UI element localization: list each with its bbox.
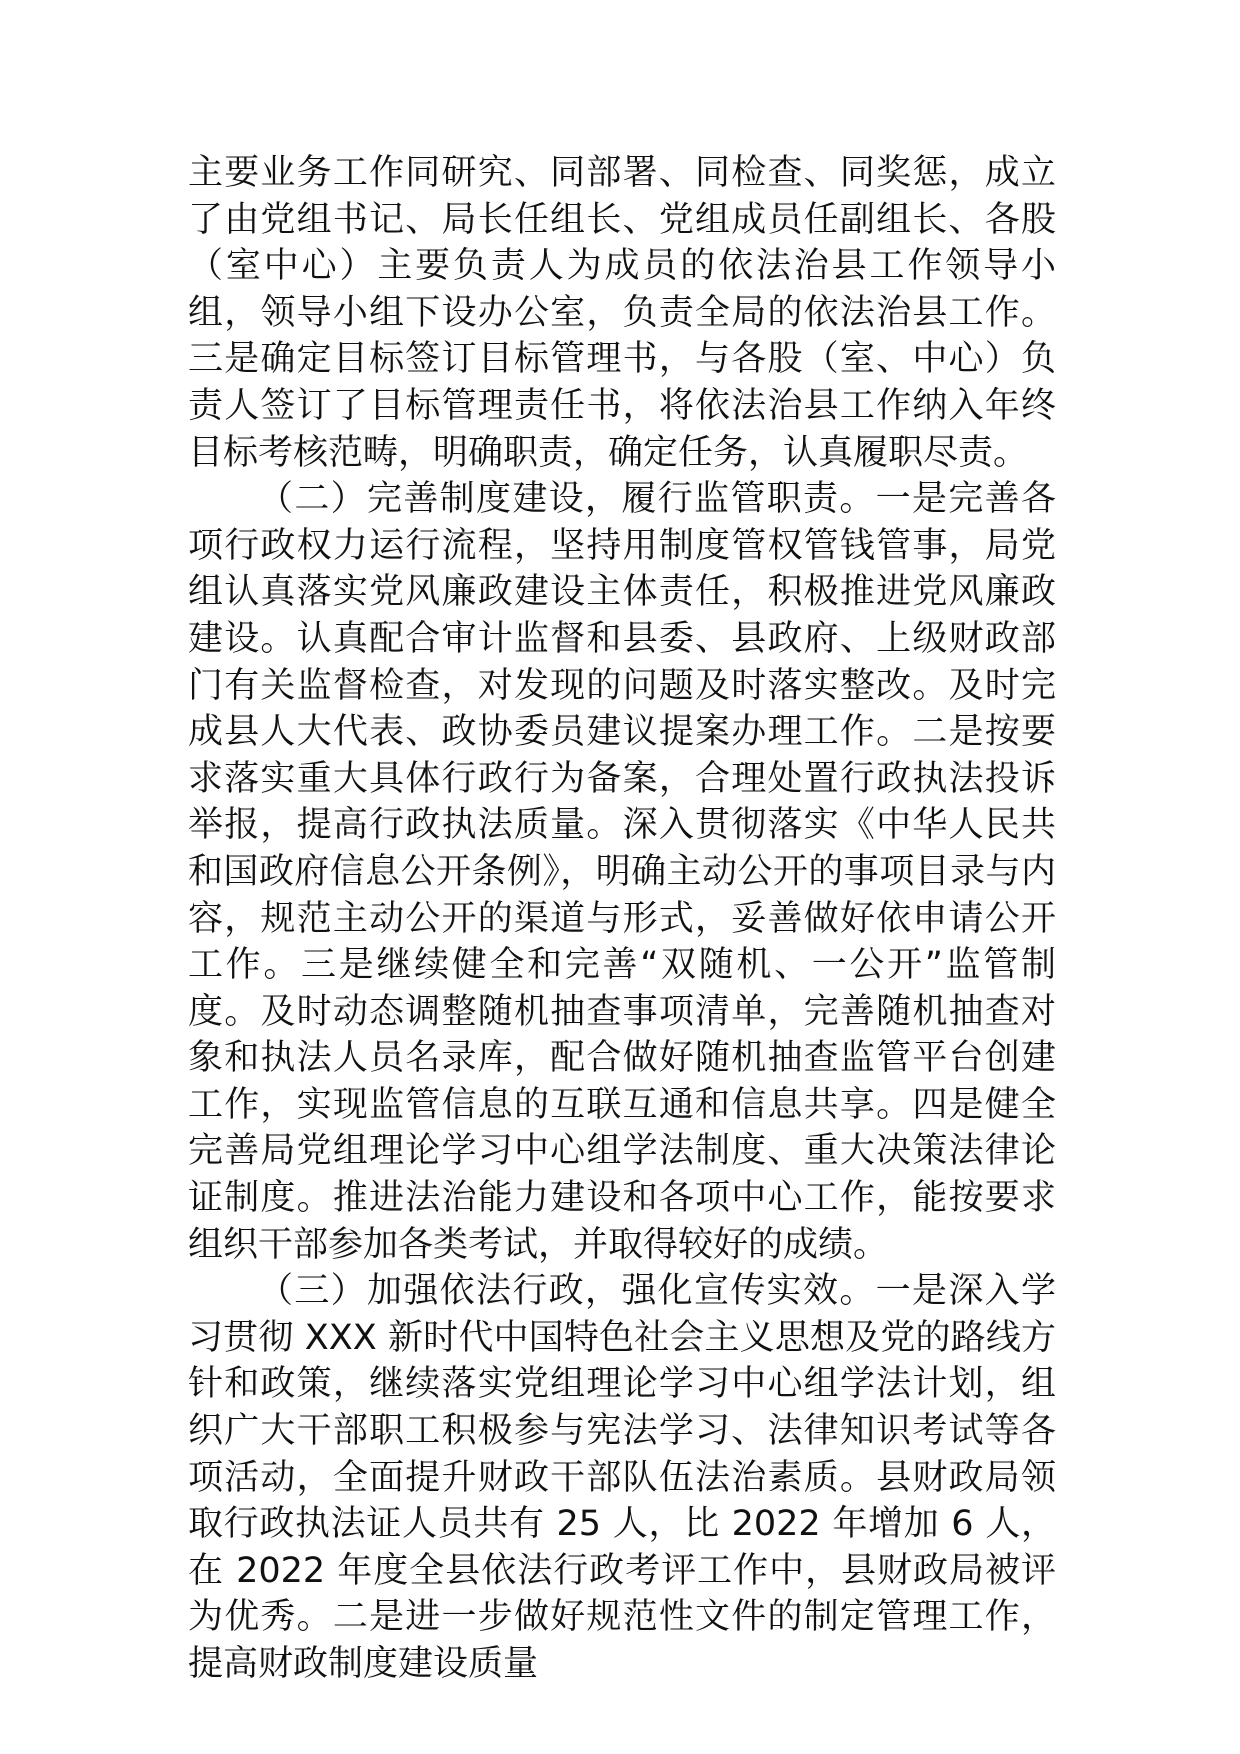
document-body (188, 150, 1056, 1688)
paragraph-law-administration: （三）加强依法行政，强化宣传实效。一是深入学习贯彻 XXX 新时代中国特色社会主义思想及党的路线方针和政策，继续落实党组理论学习中心组学法计划，组织广大干部职工积极参与宪法学习、法律知识考试等各项活动，全面提升财政干部队伍法治素质。县财政局领取行政执法证人员共有 25 人，比 2022 年增加 6 人，在 2022 年度全县依法行政考评工作中，县财政局被评为优秀。二是进一步做好规范性文件的制定管理工作，提高财政制度建设质量 (188, 1271, 1056, 1684)
paragraph-system-building: （二）完善制度建设，履行监管职责。一是完善各项行政权力运行流程，坚持用制度管权管钱管事，局党组认真落实党风廉政建设主体责任，积极推进党风廉政建设。认真配合审计监督和县委、县政府、上级财政部门有关监督检查，对发现的问题及时落实整改。及时完成县人大代表、政协委员建议提案办理工作。二是按要求落实重大具体行政行为备案，合理处置行政执法投诉举报，提高行政执法质量。深入贯彻落实《中华人民共和国政府信息公开条例》，明确主动公开的事项目录与内容，规范主动公开的渠道与形式，妥善做好依申请公开工作。三是继续健全和完善“双随机、一公开”监管制度。及时动态调整随机抽查事项清单，完善随机抽查对象和执法人员名录库，配合做好随机抽查监管平台创建工作，实现监管信息的互联互通和信息共享。四是健全完善局党组理论学习中心组学法制度、重大决策法律论证制度。推进法治能力建设和各项中心工作，能按要求组织干部参加各类考试，并取得较好的成绩。 (188, 479, 1056, 1265)
paragraph-party-leadership: 主要业务工作同研究、同部署、同检查、同奖惩，成立了由党组书记、局长任组长、党组成员任副组长、各股（室中心）主要负责人为成员的依法治县工作领导小组，领导小组下设办公室，负责全局的依法治县工作。三是确定目标签订目标管理书，与各股（室、中心）负责人签订了目标管理责任书，将依法治县工作纳入年终目标考核范畴，明确职责，确定任务，认真履职尽责。 (188, 153, 1056, 473)
